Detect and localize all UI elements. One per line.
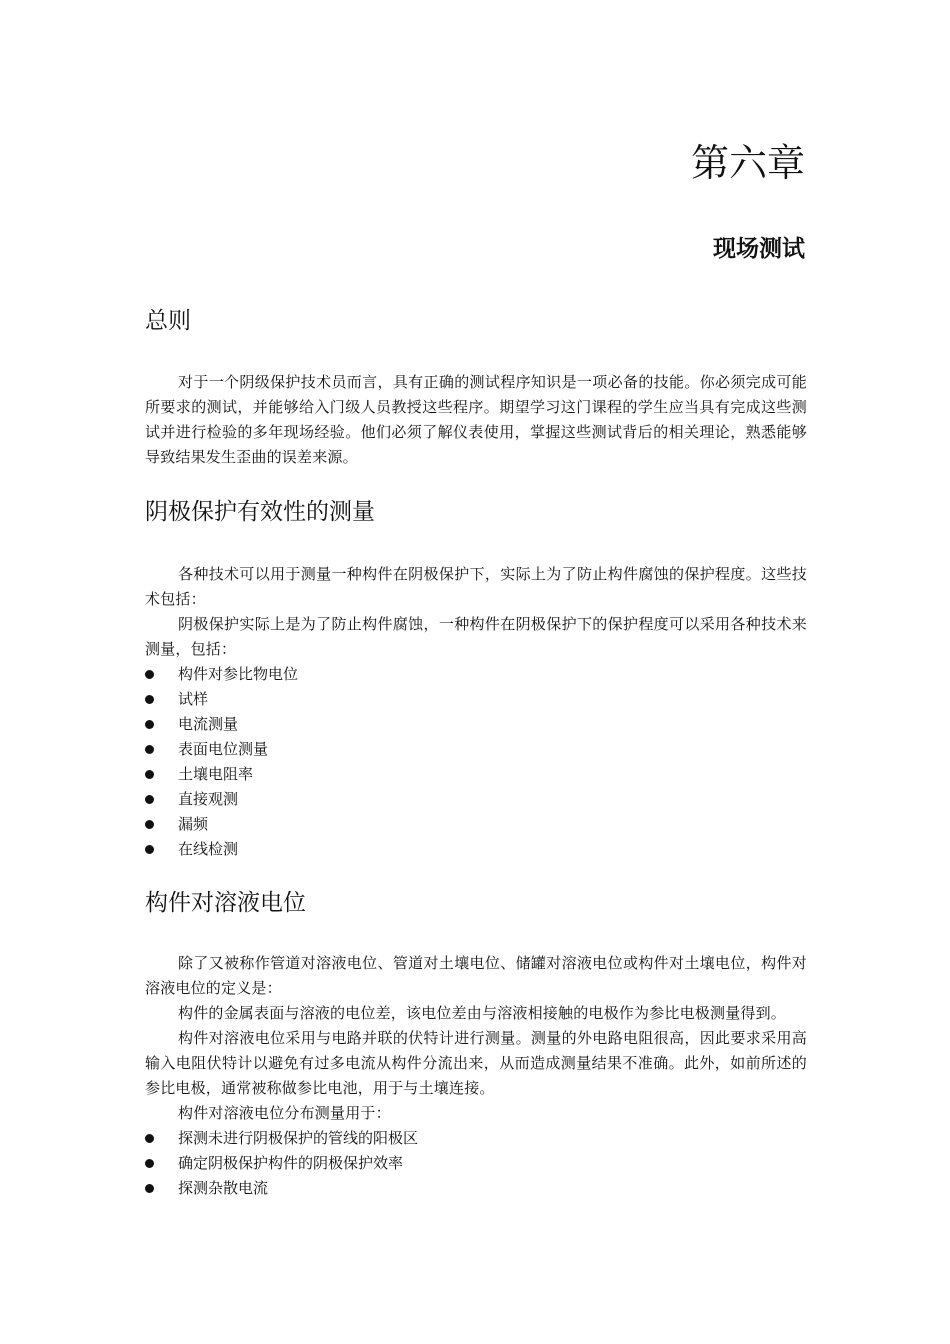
list-item: 土壤电阻率 bbox=[145, 762, 807, 787]
paragraph: 构件对溶液电位采用与电路并联的伏特计进行测量。测量的外电路电阻很高，因此要求采用高输入电阻伏特计以避免有过多电流从构件分流出来，从而造成测量结果不准确。此外，如前所述的参比电极，通常被称做参比电池，用于与土壤连接。 bbox=[145, 1029, 807, 1097]
list-item: 表面电位测量 bbox=[145, 737, 807, 762]
paragraph: 除了又被称作管道对溶液电位、管道对土壤电位、储罐对溶液电位或构件对土壤电位，构件对溶液电位的定义是： bbox=[145, 954, 807, 997]
bullet-icon bbox=[145, 1184, 154, 1193]
section-heading-effectiveness: 阴极保护有效性的测量 bbox=[145, 499, 375, 525]
list-item: 确定阴极保护构件的阴极保护效率 bbox=[145, 1151, 807, 1176]
list-item: 探测杂散电流 bbox=[145, 1176, 807, 1201]
bullet-list-uses bbox=[145, 1126, 807, 1201]
section-heading-general: 总则 bbox=[145, 308, 191, 334]
bullet-icon bbox=[145, 770, 154, 779]
paragraph: 构件对溶液电位分布测量用于： bbox=[178, 1104, 391, 1122]
list-item: 探测未进行阴极保护的管线的阳极区 bbox=[145, 1126, 807, 1151]
bullet-icon bbox=[145, 1159, 154, 1168]
paragraph: 对于一个阴级保护技术员而言，具有正确的测试程序知识是一项必备的技能。你必须完成可能所要求的测试，并能够给入门级人员教授这些程序。期望学习这门课程的学生应当具有完成这些测试并进行检验的多年现场经验。他们必须了解仪表使用，掌握这些测试背后的相关理论，熟悉能够导致结果发生歪曲的误差来源。 bbox=[145, 373, 807, 466]
bullet-icon bbox=[145, 1134, 154, 1143]
paragraph: 构件的金属表面与溶液的电位差，该电位差由与溶液相接触的电极作为参比电极测量得到。 bbox=[178, 1004, 787, 1022]
section-body-potential bbox=[145, 951, 807, 1201]
list-item: 在线检测 bbox=[145, 837, 807, 862]
section-body-general bbox=[145, 370, 807, 470]
paragraph: 阴极保护实际上是为了防止构件腐蚀，一种构件在阴极保护下的保护程度可以采用各种技术来测量，包括： bbox=[145, 615, 807, 658]
bullet-icon bbox=[145, 820, 154, 829]
list-item: 直接观测 bbox=[145, 787, 807, 812]
chapter-title: 第六章 bbox=[690, 141, 805, 185]
bullet-icon bbox=[145, 670, 154, 679]
list-item: 构件对参比物电位 bbox=[145, 662, 807, 687]
bullet-icon bbox=[145, 745, 154, 754]
paragraph: 各种技术可以用于测量一种构件在阴极保护下，实际上为了防止构件腐蚀的保护程度。这些技术包括： bbox=[145, 565, 807, 608]
bullet-icon bbox=[145, 845, 154, 854]
section-heading-potential: 构件对溶液电位 bbox=[145, 890, 306, 916]
bullet-list-techniques bbox=[145, 662, 807, 862]
list-item: 漏频 bbox=[145, 812, 807, 837]
chapter-subtitle: 现场测试 bbox=[713, 236, 805, 262]
list-item: 试样 bbox=[145, 687, 807, 712]
section-body-effectiveness bbox=[145, 562, 807, 862]
bullet-icon bbox=[145, 720, 154, 729]
list-item: 电流测量 bbox=[145, 712, 807, 737]
bullet-icon bbox=[145, 795, 154, 804]
bullet-icon bbox=[145, 695, 154, 704]
